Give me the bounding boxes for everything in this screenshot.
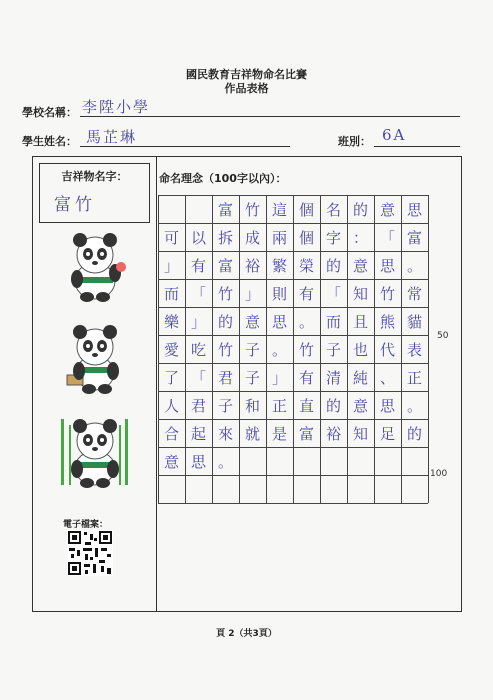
grid-cell: 以 (190, 228, 206, 247)
grid-cell: 的 (217, 312, 233, 331)
grid-cell: 合 (163, 424, 179, 443)
marker-100: 100 (430, 469, 448, 479)
grid-cell (293, 475, 320, 503)
grid-cell: 君 (190, 396, 206, 415)
page-number: 頁 2（共3頁） (216, 629, 277, 639)
grid-cell: 意 (244, 312, 260, 331)
grid-cell: 樂 (163, 312, 179, 331)
grid-cell: 兩 (271, 228, 287, 247)
grid-cell: 。 (217, 452, 233, 471)
panda-mascot-image-1 (55, 227, 135, 303)
grid-cell: 裕 (244, 256, 260, 275)
grid-cell: 「 (325, 284, 341, 303)
grid-cell: ： (352, 228, 368, 247)
grid-cell (401, 447, 428, 475)
grid-cell: 表 (406, 340, 422, 359)
panda-mascot-image-2 (55, 319, 135, 395)
grid-cell: 子 (325, 340, 341, 359)
grid-cell: 的 (352, 200, 368, 219)
grid-cell: 貓 (406, 312, 422, 331)
grid-cell: 愛 (163, 340, 179, 359)
grid-cell: 「 (379, 228, 395, 247)
grid-cell: 這 (271, 200, 287, 219)
grid-cell: 富 (298, 424, 314, 443)
grid-cell: 個 (298, 200, 314, 219)
grid-cell: 」 (244, 284, 260, 303)
grid-cell: 子 (217, 396, 233, 415)
grid-cell: 直 (298, 396, 314, 415)
marker-50: 50 (437, 331, 449, 341)
grid-cell: 裕 (325, 424, 341, 443)
grid-cell (185, 195, 212, 223)
efile-label: 電子檔案： (63, 520, 109, 530)
grid-cell: 可 (163, 228, 179, 247)
grid-cell: 來 (217, 424, 233, 443)
grid-cell: 吃 (190, 340, 206, 359)
grid-cell: 就 (244, 424, 260, 443)
grid-cell: 意 (163, 452, 179, 471)
grid-cell: 有 (190, 256, 206, 275)
grid-cell: 竹 (379, 284, 395, 303)
entry-form-frame (32, 156, 462, 612)
grid-cell: 個 (298, 228, 314, 247)
grid-cell (374, 475, 401, 503)
grid-cell: 君 (217, 368, 233, 387)
grid-cell: 子 (244, 368, 260, 387)
grid-cell: 代 (379, 340, 395, 359)
grid-cell (185, 475, 212, 503)
grid-cell: 知 (352, 424, 368, 443)
grid-cell: 了 (163, 368, 179, 387)
grid-cell: 思 (379, 396, 395, 415)
grid-cell (347, 475, 374, 503)
qr-code-image[interactable] (67, 530, 113, 576)
grid-cell: 成 (244, 228, 260, 247)
grid-cell: 富 (217, 200, 233, 219)
grid-cell: 的 (406, 424, 422, 443)
panda-mascot-image-3 (55, 413, 135, 489)
reason-label: 命名理念（100字以內）： (159, 172, 287, 185)
grid-cell (293, 447, 320, 475)
grid-cell: 榮 (298, 256, 314, 275)
grid-cell (320, 447, 347, 475)
grid-cell: 的 (325, 396, 341, 415)
grid-cell: 正 (406, 368, 422, 387)
grid-cell: 有 (298, 284, 314, 303)
grid-cell: 竹 (217, 340, 233, 359)
grid-cell: 竹 (217, 284, 233, 303)
grid-cell (158, 475, 185, 503)
grid-cell: 子 (244, 340, 260, 359)
class-label: 班別： (338, 135, 371, 148)
grid-cell: 富 (217, 256, 233, 275)
grid-cell: 而 (163, 284, 179, 303)
grid-cell: 是 (271, 424, 287, 443)
grid-cell (401, 475, 428, 503)
grid-cell (212, 475, 239, 503)
school-value: 李陞小學 (82, 98, 151, 116)
grid-cell: 竹 (244, 200, 260, 219)
grid-cell: 「 (190, 368, 206, 387)
grid-cell: 意 (352, 256, 368, 275)
grid-cell: 」 (190, 312, 206, 331)
grid-cell: 的 (325, 256, 341, 275)
grid-cell: 思 (379, 256, 395, 275)
grid-cell: 和 (244, 396, 260, 415)
grid-cell (239, 447, 266, 475)
grid-cell: 」 (163, 256, 179, 275)
grid-cell: 人 (163, 396, 179, 415)
grid-cell (347, 447, 374, 475)
grid-cell: 意 (352, 396, 368, 415)
grid-cell: 名 (325, 200, 341, 219)
grid-cell: 足 (379, 424, 395, 443)
mascot-column (33, 157, 157, 611)
class-value: 6A (382, 126, 407, 144)
grid-cell: 繁 (271, 256, 287, 275)
grid-cell: 意 (379, 200, 395, 219)
grid-cell (158, 195, 185, 223)
mascot-name-box (39, 163, 150, 223)
mascot-name-value: 富竹 (54, 195, 96, 215)
grid-cell: 而 (325, 312, 341, 331)
student-underline (80, 146, 290, 147)
grid-cell: 起 (190, 424, 206, 443)
grid-cell: 富 (406, 228, 422, 247)
grid-cell: 正 (271, 396, 287, 415)
grid-cell: 字 (325, 228, 341, 247)
grid-cell: 拆 (217, 228, 233, 247)
school-label: 學校名稱： (22, 106, 77, 119)
student-label: 學生姓名： (22, 135, 77, 148)
grid-cell: 清 (325, 368, 341, 387)
mascot-name-label: 吉祥物名字： (61, 170, 128, 183)
grid-cell: 思 (406, 200, 422, 219)
grid-cell: 熊 (379, 312, 395, 331)
grid-cell (239, 475, 266, 503)
grid-cell (266, 475, 293, 503)
form-subtitle: 作品表格 (224, 82, 269, 95)
grid-cell: 。 (406, 256, 422, 275)
grid-cell: 。 (298, 312, 314, 331)
grid-cell: 。 (271, 340, 287, 359)
grid-cell: 且 (352, 312, 368, 331)
grid-cell: 也 (352, 340, 368, 359)
grid-cell (374, 447, 401, 475)
grid-cell (266, 447, 293, 475)
grid-cell: 思 (190, 452, 206, 471)
grid-cell: 常 (406, 284, 422, 303)
class-underline (374, 146, 460, 147)
form-title: 國民教育吉祥物命名比賽 (186, 68, 307, 81)
grid-cell: 則 (271, 284, 287, 303)
grid-cell (320, 475, 347, 503)
student-value: 馬芷琳 (86, 128, 138, 146)
grid-cell: 思 (271, 312, 287, 331)
grid-cell: 」 (271, 368, 287, 387)
grid-cell: 「 (190, 284, 206, 303)
grid-cell: 純 (352, 368, 368, 387)
grid-cell: 竹 (298, 340, 314, 359)
grid-cell: 知 (352, 284, 368, 303)
school-underline (80, 116, 460, 117)
grid-cell: 有 (298, 368, 314, 387)
grid-cell: 。 (406, 396, 422, 415)
grid-cell: 、 (379, 368, 395, 387)
